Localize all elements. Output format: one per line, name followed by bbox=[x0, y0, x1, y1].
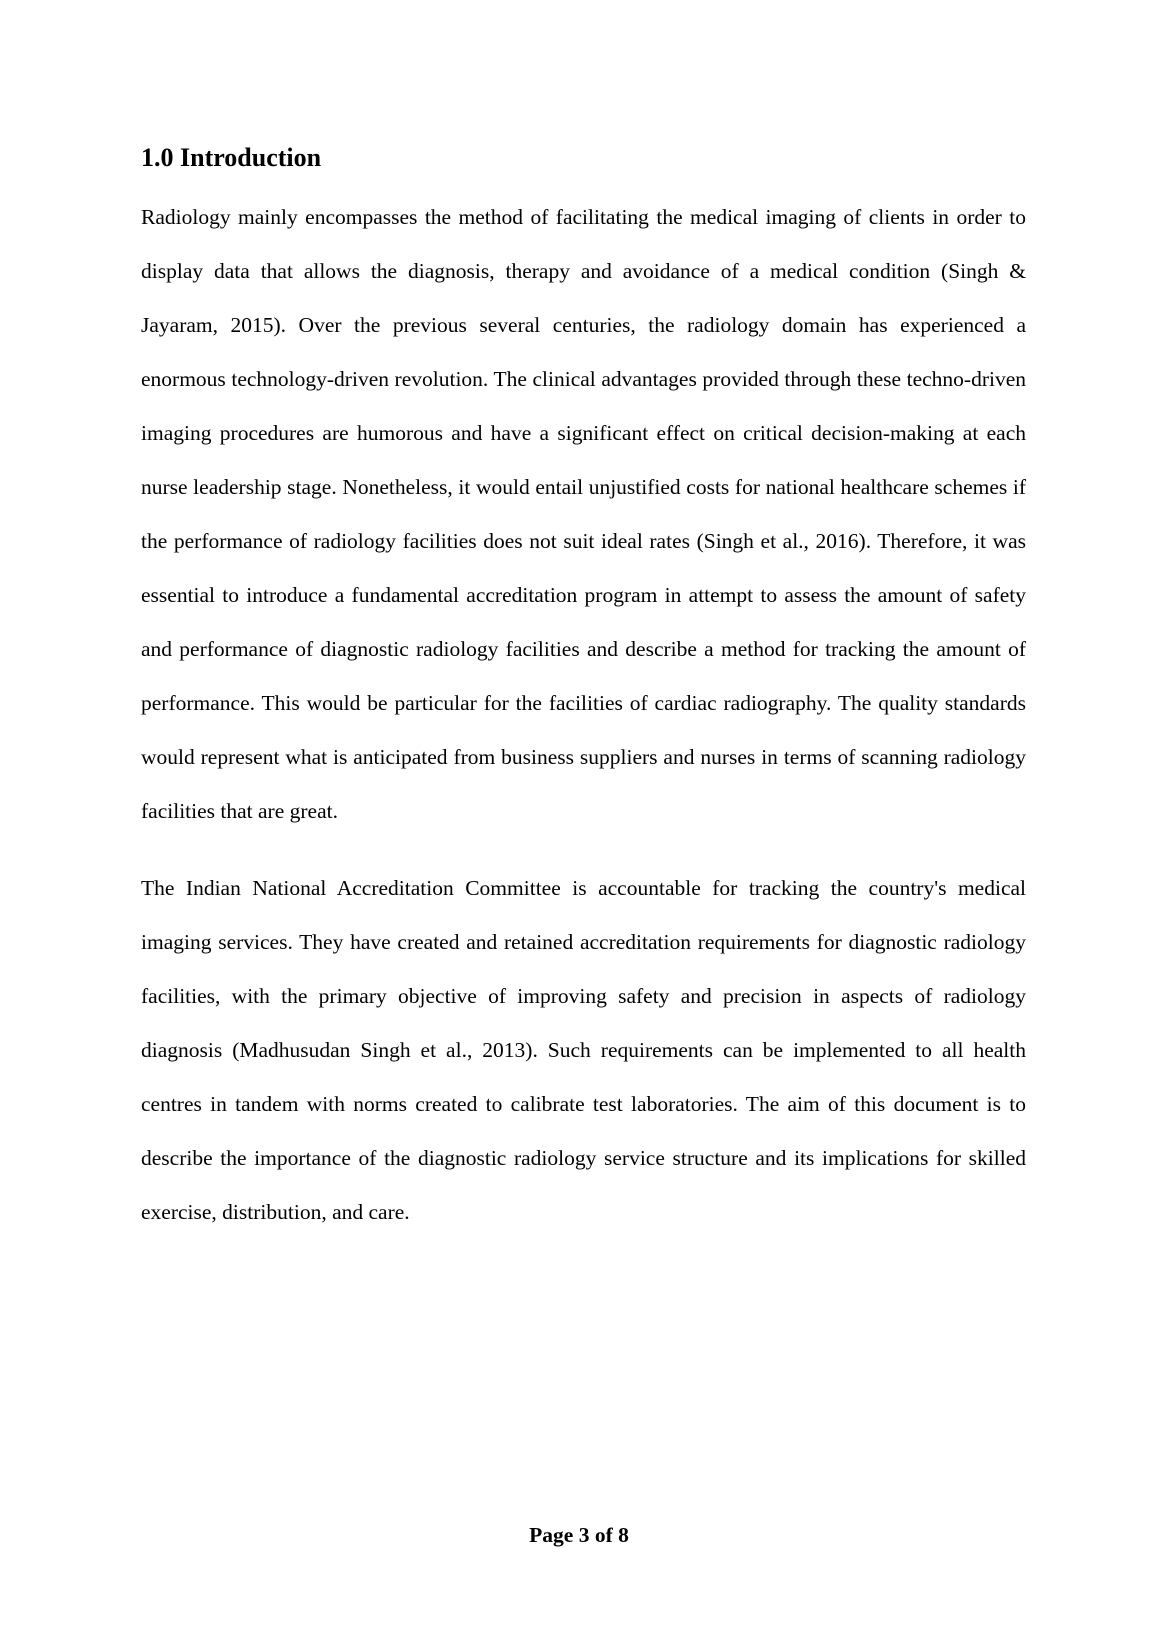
page-content bbox=[141, 138, 1026, 1239]
section-heading: 1.0 Introduction bbox=[141, 143, 322, 172]
body-paragraph-1: Radiology mainly encompasses the method of facilitating the medical imaging of clients in order to display data that allows the diagnosis, therapy and avoidance of a medical condition (Singh & Jayaram, 2015). Over the previous several centuries, the radiology domain has experienced a enormous technology-driven revolution. The clinical advantages provided through these techno-driven imaging procedures are humorous and have a significant effect on critical decision-making at each nurse leadership stage. Nonetheless, it would entail unjustified costs for national healthcare schemes if the performance of radiology facilities does not suit ideal rates (Singh et al., 2016). Therefore, it was essential to introduce a fundamental accreditation program in attempt to assess the amount of safety and performance of diagnostic radiology facilities and describe a method for tracking the amount of performance. This would be particular for the facilities of cardiac radiography. The quality standards would represent what is anticipated from business suppliers and nurses in terms of scanning radiology facilities that are great. bbox=[141, 205, 1026, 823]
body-paragraph-2: The Indian National Accreditation Committee is accountable for tracking the country's medical imaging services. They have created and retained accreditation requirements for diagnostic radiology facilities, with the primary objective of improving safety and precision in aspects of radiology diagnosis (Madhusudan Singh et al., 2013). Such requirements can be implemented to all health centres in tandem with norms created to calibrate test laboratories. The aim of this document is to describe the importance of the diagnostic radiology service structure and its implications for skilled exercise, distribution, and care. bbox=[141, 876, 1026, 1224]
page-number-footer: Page 3 of 8 bbox=[529, 1523, 629, 1547]
